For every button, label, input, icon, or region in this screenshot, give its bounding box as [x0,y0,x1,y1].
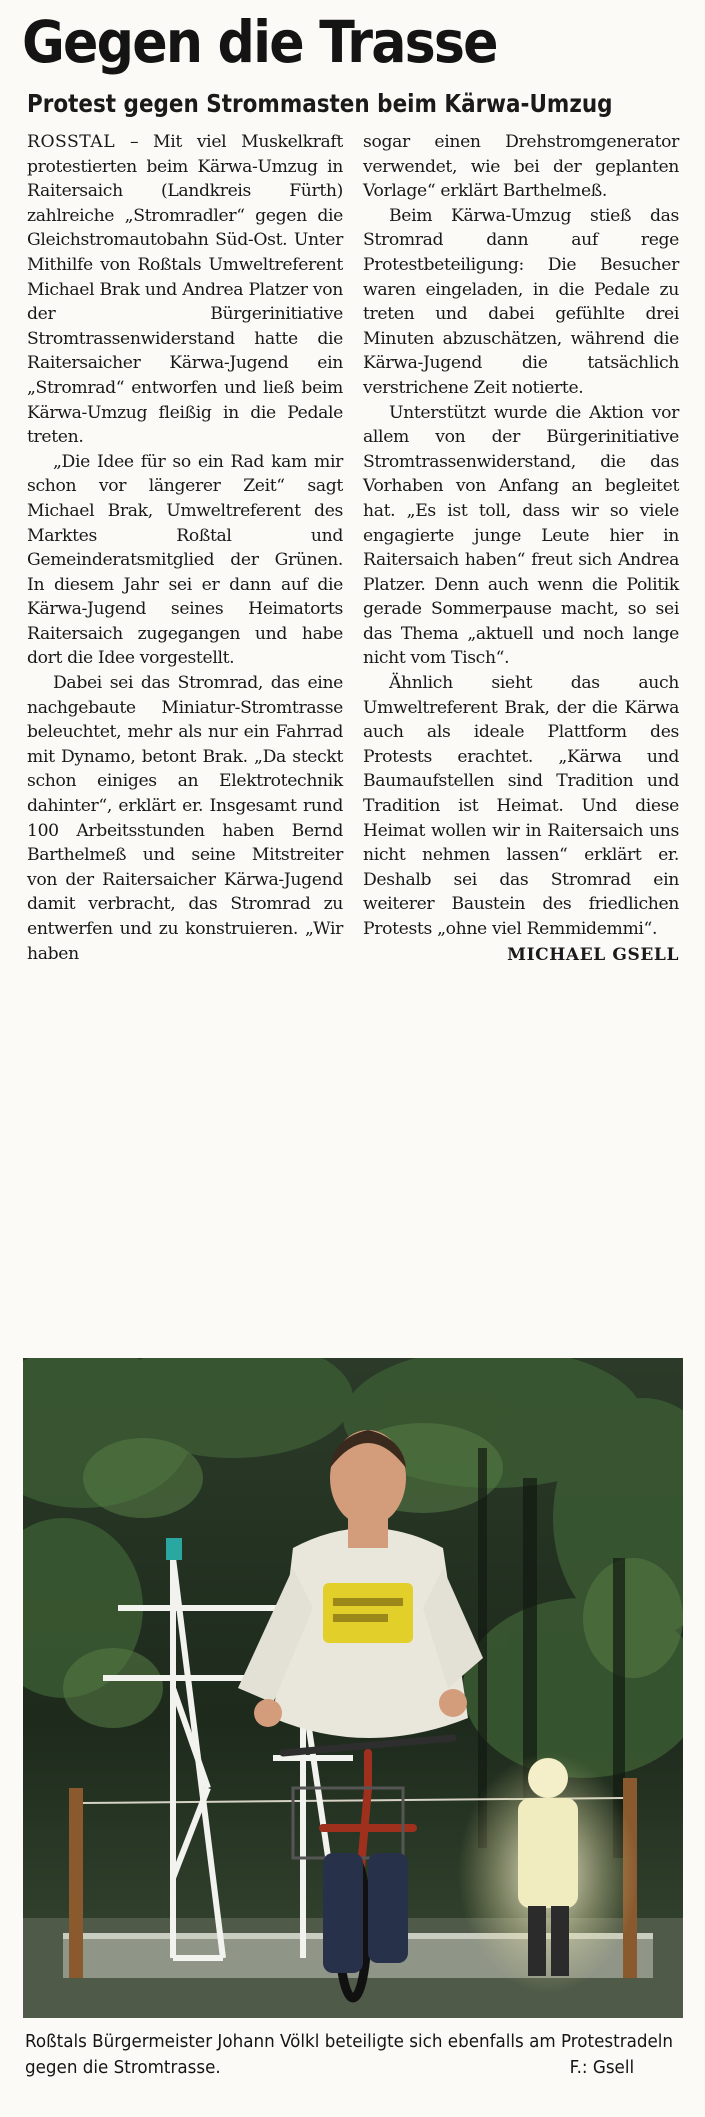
article-paragraph: Ähnlich sieht das auch Umweltreferent Brak, der die Kärwa auch als ideale Plattform des Protests erachtet. „Kärwa und Baumaufstellen sind Tradition und Tradition ist Heimat. Und diese Heimat wollen wir in Raitersaich uns nicht nehmen lassen“ erklärt er. Deshalb sei das Stromrad ein weiterer Baustein des friedlichen Protests „ohne viel Remmidemmi“. [363,673,679,939]
photo-illustration [23,1358,683,2018]
paragraph-text: – Mit viel Muskelkraft protestierten beim Kärwa-Umzug in Raitersaich (Landkreis Fürth) zahlreiche „Stromradler“ gegen die Gleichstromautobahn Süd-Ost. Unter Mithilfe von Roßtals Umweltreferent Michael Brak und Andrea Platzer von der Bürgerinitiative Stromtrassenwiderstand hatte die Raitersaicher Kärwa-Jugend ein „Stromrad“ entworfen und ließ beim Kärwa-Umzug fleißig in die Pedale treten. [27,132,343,448]
article-column-right [363,130,679,968]
author-byline: MICHAEL GSELL [507,944,679,965]
article-paragraph: sogar einen Drehstromgenerator verwendet, wie bei der geplanten Vorlage“ erklärt Barthelmeß. [363,132,679,202]
article-body [27,130,679,1320]
article-photo [23,1358,683,2018]
dateline: ROSSTAL [27,132,116,152]
photo-caption [25,2029,681,2081]
article-paragraph: Beim Kärwa-Umzug stieß das Stromrad dann auf rege Protestbeteiligung: Die Besucher waren eingeladen, in die Pedale zu treten und dabei gefühlte drei Minuten abzuschätzen, während die Kärwa-Jugend die tatsächlich verstrichene Zeit notierte. [363,205,679,398]
subheadline: Protest gegen Strommasten beim Kärwa-Umzug [27,89,613,118]
photo-credit: F.: Gsell [569,2057,635,2078]
article-paragraph: Unterstützt wurde die Aktion vor allem von der Bürgerinitiative Stromtrassenwiderstand, die das Vorhaben von Anfang an begleitet hat. „Es ist toll, dass wir so viele engagierte junge Leute hier in Raitersaich haben“ freut sich Andrea Platzer. Denn auch wenn die Politik gerade Sommerpause macht, so sei das Thema „aktuell und noch lange nicht vom Tisch“. [363,402,679,669]
headline: Gegen die Trasse [22,8,497,76]
article-paragraph: Dabei sei das Stromrad, das eine nachgebaute Miniatur-Stromtrasse beleuchtet, mehr als nur ein Fahrrad mit Dynamo, betont Brak. „Da steckt schon einiges an Elektrotechnik dahinter“, erklärt er. Insgesamt rund 100 Arbeitsstunden haben Bernd Barthelmeß und seine Mitstreiter von der Raitersaicher Kärwa-Jugend damit verbracht, das Stromrad zu entwerfen und zu konstruieren. „Wir haben [27,673,343,964]
article-column-left [27,130,343,966]
article-paragraph [27,130,343,450]
article-paragraph: „Die Idee für so ein Rad kam mir schon vor längerer Zeit“ sagt Michael Brak, Umweltreferent des Marktes Roßtal und Gemeinderatsmitglied der Grünen. In diesem Jahr sei er dann auf die Kärwa-Jugend seines Heimatorts Raitersaich zugegangen und habe dort die Idee vorgestellt. [27,451,343,669]
caption-text: Roßtals Bürgermeister Johann Völkl beteiligte sich ebenfalls am Protestradeln gegen die Stromtrasse. [25,2031,674,2078]
